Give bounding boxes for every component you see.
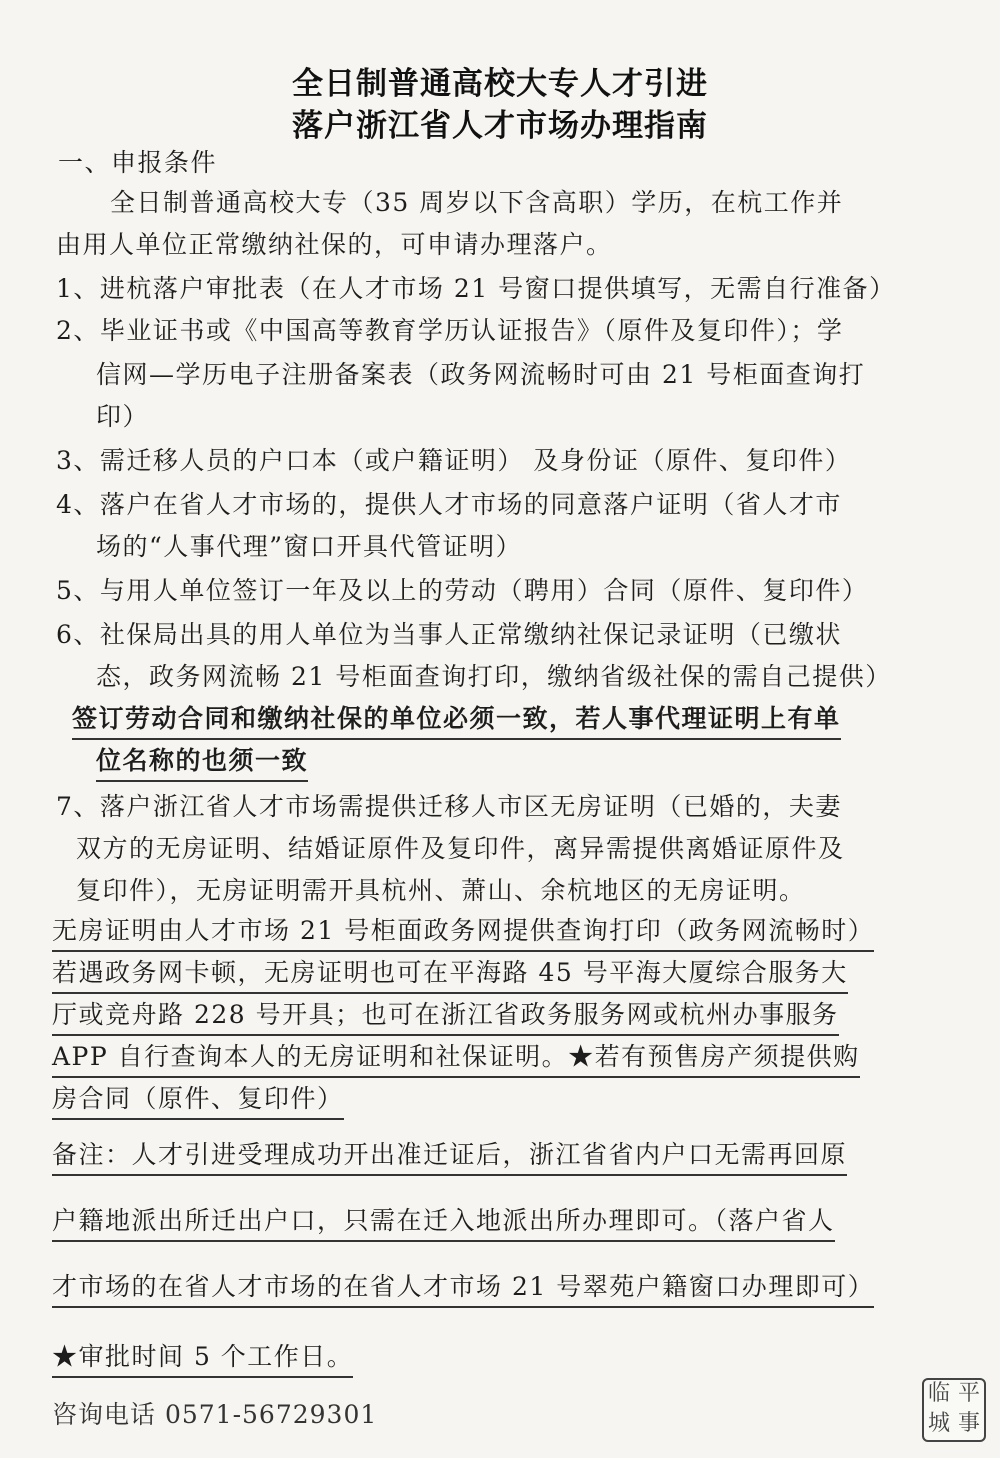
item-7-note-line-2: 若遇政务网卡顿，无房证明也可在平海路 45 号平海大厦综合服务大 xyxy=(52,956,848,994)
document-title-line-2: 落户浙江省人才市场办理指南 xyxy=(292,108,708,144)
item-7-line-2: 双方的无房证明、结婚证原件及复印件，离异需提供离婚证原件及 xyxy=(76,834,845,863)
item-7-note-line-1: 无房证明由人才市场 21 号柜面政务网提供查询打印（政务网流畅时） xyxy=(52,914,874,952)
item-4-line-2: 场的“人事代理”窗口开具代管证明） xyxy=(96,532,523,561)
item-2-line-1: 2、毕业证书或《中国高等教育学历认证报告》（原件及复印件）；学 xyxy=(56,316,844,345)
item-5-line-1: 5、与用人单位签订一年及以上的劳动（聘用）合同（原件、复印件） xyxy=(56,576,869,605)
stamp-char-3: 城 xyxy=(927,1411,950,1436)
item-7-line-1: 7、落户浙江省人才市场需提供迁移人市区无房证明（已婚的，夫妻 xyxy=(56,792,842,821)
item-2-line-3: 印） xyxy=(96,402,150,431)
stamp-char-4: 事 xyxy=(957,1411,980,1436)
stamp-char-1: 临 xyxy=(927,1381,950,1406)
item-7-note-line-4: APP 自行查询本人的无房证明和社保证明。★若有预售房产须提供购 xyxy=(52,1040,860,1078)
remark-line-1: 备注：人才引进受理成功开出准迁证后，浙江省省内户口无需再回原 xyxy=(52,1138,847,1176)
item-6-note-line-2: 位名称的也须一致 xyxy=(96,744,308,782)
item-3-line-1: 3、需迁移人员的户口本（或户籍证明） 及身份证（原件、复印件） xyxy=(56,446,852,475)
item-6-line-1: 6、社保局出具的用人单位为当事人正常缴纳社保记录证明（已缴状 xyxy=(56,620,842,649)
document-title-line-1: 全日制普通高校大专人才引进 xyxy=(292,66,708,102)
item-2-line-2: 信网—学历电子注册备案表（政务网流畅时可由 21 号柜面查询打 xyxy=(96,360,866,389)
watermark-stamp xyxy=(922,1378,986,1442)
approval-time: ★审批时间 5 个工作日。 xyxy=(52,1340,353,1378)
remark-line-3: 才市场的在省人才市场的在省人才市场 21 号翠苑户籍窗口办理即可） xyxy=(52,1270,874,1308)
intro-line-2: 由用人单位正常缴纳社保的，可申请办理落户。 xyxy=(56,230,613,259)
item-4-line-1: 4、落户在省人才市场的，提供人才市场的同意落户证明（省人才市 xyxy=(56,490,842,519)
item-7-note-line-5: 房合同（原件、复印件） xyxy=(52,1082,344,1120)
remark-line-2: 户籍地派出所迁出户口，只需在迁入地派出所办理即可。（落户省人 xyxy=(52,1204,835,1242)
consult-phone: 咨询电话 0571-56729301 xyxy=(52,1400,378,1429)
item-7-line-3: 复印件），无房证明需开具杭州、萧山、余杭地区的无房证明。 xyxy=(76,876,806,905)
item-1-line-1: 1、进杭落户审批表（在人才市场 21 号窗口提供填写，无需自行准备） xyxy=(56,274,896,303)
item-7-note-line-3: 厅或竞舟路 228 号开具；也可在浙江省政务服务网或杭州办事服务 xyxy=(52,998,839,1036)
intro-line-1: 全日制普通高校大专（35 周岁以下含高职）学历，在杭工作并 xyxy=(110,188,844,217)
section-heading: 一、申报条件 xyxy=(58,148,218,177)
item-6-line-2: 态，政务网流畅 21 号柜面查询打印，缴纳省级社保的需自己提供） xyxy=(96,662,892,691)
item-6-note-line-1: 签订劳动合同和缴纳社保的单位必须一致，若人事代理证明上有单 xyxy=(72,702,841,740)
stamp-char-2: 平 xyxy=(957,1381,980,1406)
